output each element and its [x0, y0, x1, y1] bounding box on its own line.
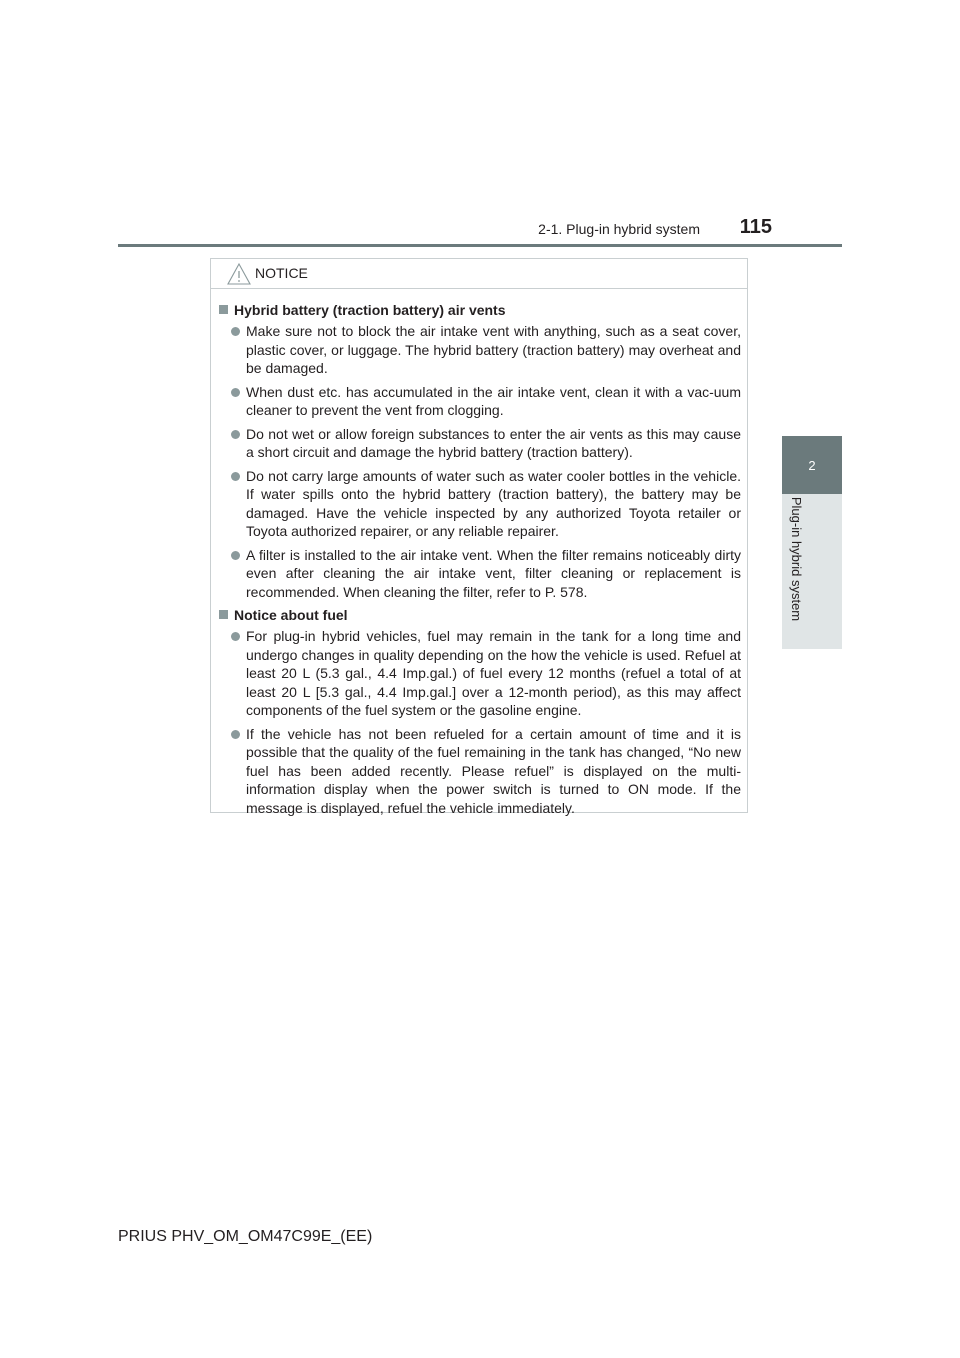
- list-item: [231, 425, 741, 462]
- section-title: 2-1. Plug-in hybrid system: [538, 221, 700, 237]
- circle-bullet-icon: [231, 388, 240, 397]
- page-number: 115: [739, 216, 772, 238]
- list-item-text: Do not carry large amounts of water such as water cooler bottles in the vehicle. If water spills onto the hybrid battery (traction battery), the battery may be damaged. Have the vehicle inspected by any authorized Toyota retailer or Toyota authorized repairer, or any reliable repairer.: [246, 467, 741, 539]
- notice-box: [210, 258, 748, 816]
- notice-body: [211, 289, 747, 817]
- chapter-number: 2: [808, 457, 816, 473]
- circle-bullet-icon: [231, 632, 240, 641]
- list-item-text: Do not wet or allow foreign substances to enter the air vents as this may cause a short circuit and damage the hybrid battery (traction battery).: [246, 425, 741, 460]
- warning-triangle-icon: [227, 263, 251, 285]
- section-heading: [219, 301, 741, 319]
- section-heading-text: Notice about fuel: [234, 607, 348, 623]
- notice-header: [211, 259, 747, 289]
- document-code: PRIUS PHV_OM_OM47C99E_(EE): [118, 1228, 373, 1245]
- section-heading: [219, 606, 741, 624]
- chapter-label-text: Plug-in hybrid system: [789, 496, 804, 622]
- circle-bullet-icon: [231, 551, 240, 560]
- notice-title: NOTICE: [255, 265, 308, 281]
- list-item-text: When dust etc. has accumulated in the air intake vent, clean it with a vac-uum cleaner to prevent the vent from clogging.: [246, 383, 741, 418]
- list-item-text: If the vehicle has not been refueled for a certain amount of time and it is possible that the quality of the fuel remaining in the tank has changed, “No new fuel has been added recently. Please refuel” is displayed on the multi-information display when the power switch is turned to ON mode. If the message is displayed, refuel the vehicle immediately.: [246, 725, 741, 816]
- list-item-text: Make sure not to block the air intake vent with anything, such as a seat cover, plastic cover, or luggage. The hybrid battery (traction battery) may overheat and be damaged.: [246, 323, 741, 376]
- header-divider: [118, 244, 842, 247]
- list-item: [231, 383, 741, 420]
- list-item-text: A filter is installed to the air intake vent. When the filter remains noticeably dirty even after cleaning the air intake vent, filter cleaning or replacement is recommended. When cleaning the filter, refer to P. 578.: [246, 546, 741, 600]
- circle-bullet-icon: [231, 430, 240, 439]
- list-item: [231, 627, 741, 720]
- square-bullet-icon: [219, 610, 228, 619]
- circle-bullet-icon: [231, 327, 240, 336]
- square-bullet-icon: [219, 305, 228, 314]
- list-item: [231, 322, 741, 378]
- circle-bullet-icon: [231, 730, 240, 739]
- list-item: [231, 725, 741, 818]
- section-heading-text: Hybrid battery (traction battery) air vents: [234, 302, 506, 318]
- circle-bullet-icon: [231, 472, 240, 481]
- list-item: [231, 467, 741, 541]
- list-item-text: For plug-in hybrid vehicles, fuel may remain in the tank for a long time and undergo changes in quality depending on the how the vehicle is used. Refuel at least 20 L (5.3 gal., 4.4 Imp.gal.) of fuel every 12 months (refuel a total of at least 20 L [5.3 gal., 4.4 Imp.gal.] over a 12-month period), as this may affect components of the fuel system or the gasoline engine.: [246, 628, 741, 718]
- list-item: [231, 546, 741, 602]
